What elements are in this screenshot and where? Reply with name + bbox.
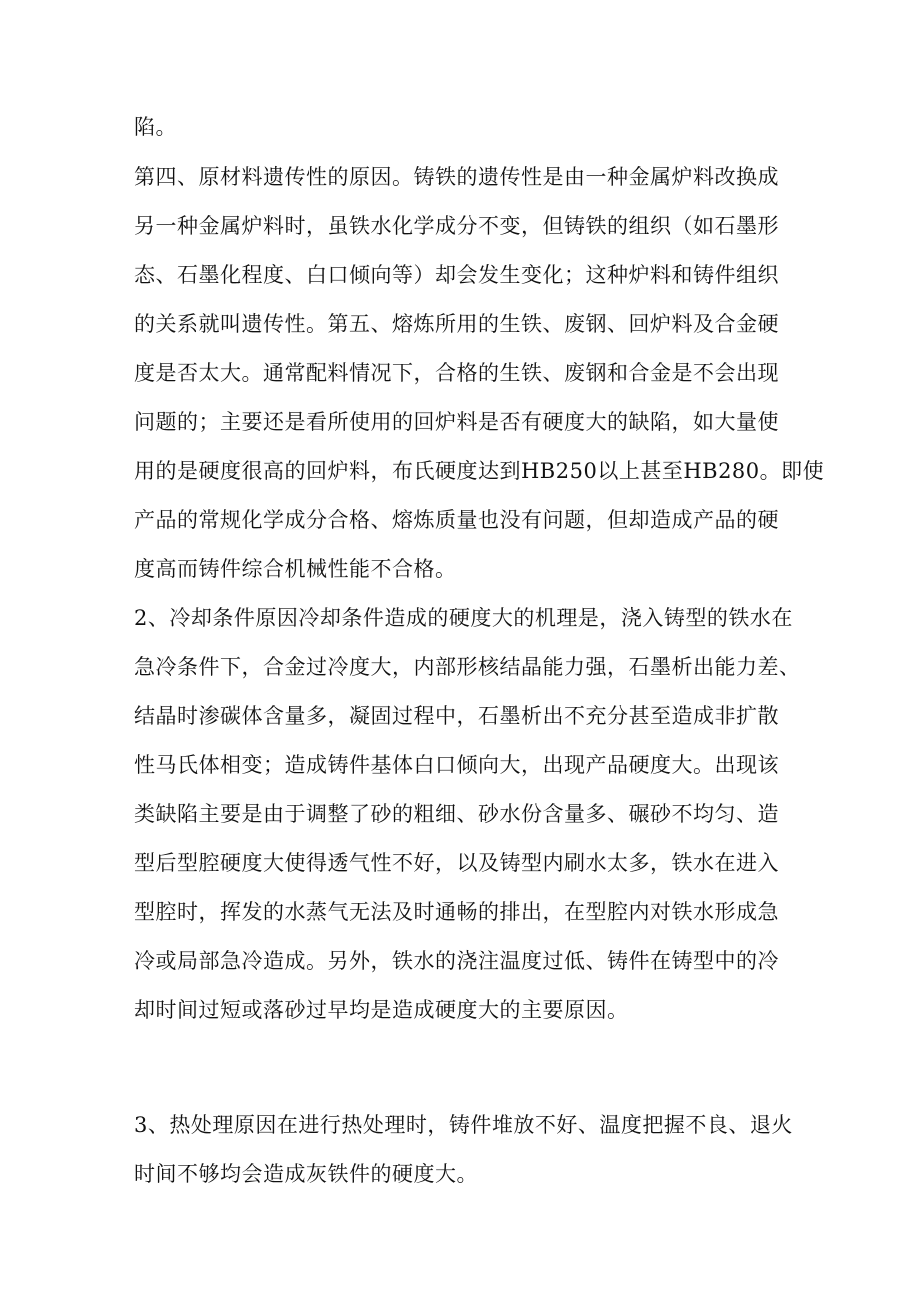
text-line: 却时间过短或落砂过早均是造成硬度大的主要原因。 <box>134 998 629 1022</box>
text-line: 的关系就叫遗传性。第五、熔炼所用的生铁、废钢、回炉料及合金硬 <box>134 312 779 336</box>
text-line: 第四、原材料遗传性的原因。铸铁的遗传性是由一种金属炉料改换成 <box>134 165 779 189</box>
text-line: 2、冷却条件原因冷却条件造成的硬度大的机理是，浇入铸型的铁水在 <box>134 606 793 630</box>
text-line: 时间不够均会造成灰铁件的硬度大。 <box>134 1162 478 1186</box>
text-line: 性马氏体相变；造成铸件基体白口倾向大，出现产品硬度大。出现该 <box>134 753 779 777</box>
text-line: 度高而铸件综合机械性能不合格。 <box>134 557 457 581</box>
text-line: 型后型腔硬度大使得透气性不好，以及铸型内刷水太多，铁水在进入 <box>134 851 779 875</box>
text-line: 类缺陷主要是由于调整了砂的粗细、砂水份含量多、碾砂不均匀、造 <box>134 802 779 826</box>
text-line: 另一种金属炉料时，虽铁水化学成分不变，但铸铁的组织（如石墨形 <box>134 214 779 238</box>
text-line: 度是否太大。通常配料情况下，合格的生铁、废钢和合金是不会出现 <box>134 361 779 385</box>
text-line: 3、热处理原因在进行热处理时，铸件堆放不好、温度把握不良、退火 <box>134 1113 793 1137</box>
text-line: 陷。 <box>134 115 177 139</box>
text-line: 用的是硬度很高的回炉料，布氏硬度达到HB250以上甚至HB280。即使 <box>134 459 825 483</box>
text-line: 产品的常规化学成分合格、熔炼质量也没有问题，但却造成产品的硬 <box>134 508 779 532</box>
text-line: 态、石墨化程度、白口倾向等）却会发生变化；这种炉料和铸件组织 <box>134 263 779 287</box>
text-line: 结晶时渗碳体含量多，凝固过程中，石墨析出不充分甚至造成非扩散 <box>134 704 779 728</box>
text-line: 急冷条件下，合金过冷度大，内部形核结晶能力强，石墨析出能力差、 <box>134 655 801 679</box>
text-line: 冷或局部急冷造成。另外，铁水的浇注温度过低、铸件在铸型中的冷 <box>134 949 779 973</box>
text-line: 型腔时，挥发的水蒸气无法及时通畅的排出，在型腔内对铁水形成急 <box>134 900 779 924</box>
text-line: 问题的；主要还是看所使用的回炉料是否有硬度大的缺陷，如大量使 <box>134 410 779 434</box>
